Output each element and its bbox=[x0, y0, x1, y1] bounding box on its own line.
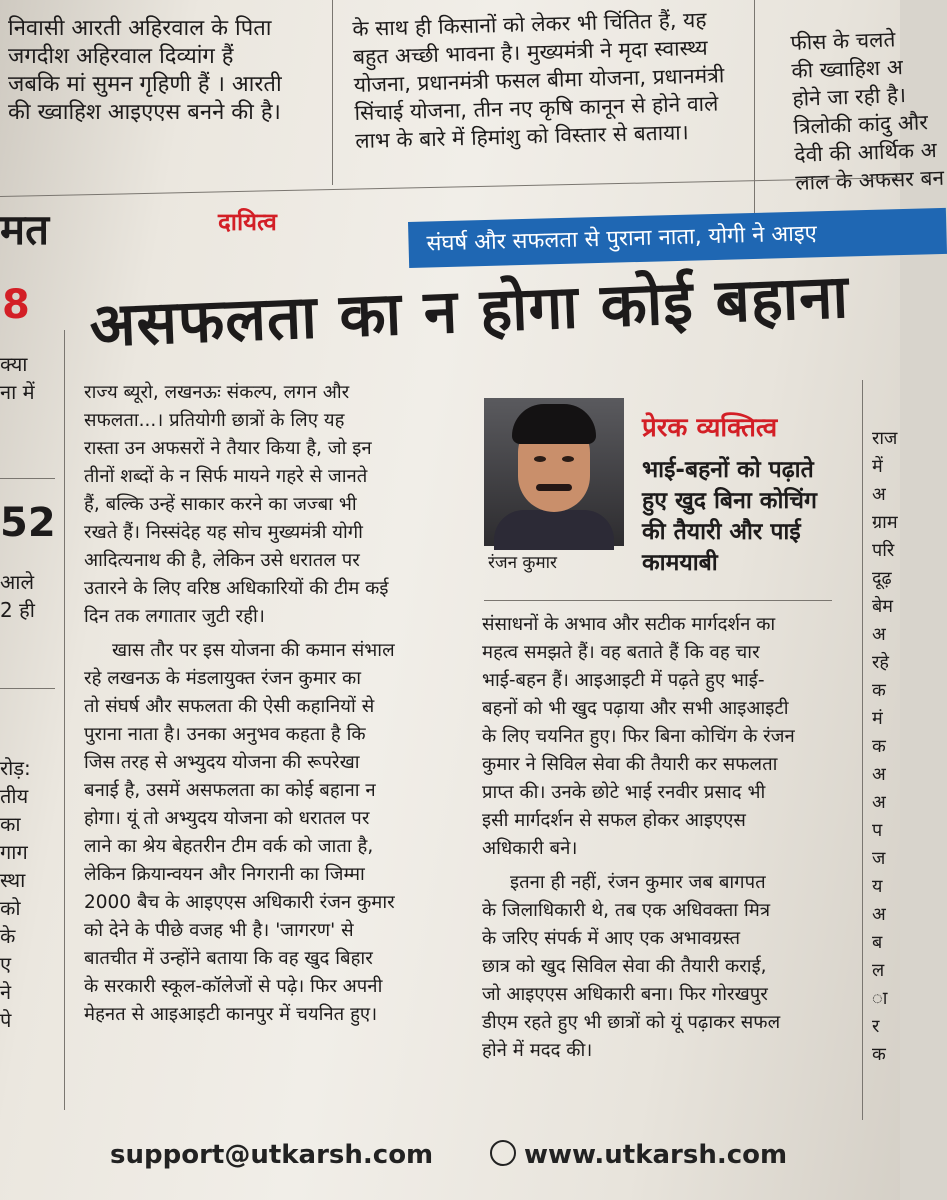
article-line: कुमार ने सिविल सेवा की तैयारी कर सफलता bbox=[482, 754, 778, 775]
article-column-2 bbox=[482, 610, 795, 1064]
deck-line: भाई-बहनों को पढ़ाते bbox=[642, 457, 814, 483]
article-line: संसाधनों के अभाव और सटीक मार्गदर्शन का bbox=[482, 614, 776, 635]
text-line: जबकि मां सुमन गृहिणी हैं । आरती bbox=[8, 72, 282, 97]
text-line: लाल के अफसर बन bbox=[794, 165, 945, 195]
article-line: के जरिए संपर्क में आए एक अभावग्रस्त bbox=[482, 928, 741, 949]
text-line: पे bbox=[0, 1008, 12, 1032]
text-line: क्या bbox=[0, 352, 28, 376]
text-line: आले bbox=[0, 570, 34, 594]
left-edge-lines-c bbox=[0, 752, 31, 1032]
article-line: लाने का श्रेय बेहतरीन टीम वर्क को जाता है, bbox=[84, 836, 374, 857]
article-line: उतारने के लिए वरिष्ठ अधिकारियों की टीम कई bbox=[84, 578, 389, 599]
article-line: होने में मदद की। bbox=[482, 1040, 593, 1061]
article-line: बनाई है, उसमें असफलता का कोई बहाना न bbox=[84, 780, 376, 801]
box-bottom-rule bbox=[484, 600, 832, 601]
column-divider bbox=[754, 0, 755, 215]
text-line: अ bbox=[872, 764, 886, 785]
article-line: रास्ता उन अफसरों ने तैयार किया है, जो इन bbox=[84, 438, 372, 459]
text-line: में bbox=[872, 456, 883, 477]
author-photo bbox=[484, 398, 624, 546]
text-line: ब bbox=[872, 932, 883, 953]
text-line: तीय bbox=[0, 784, 29, 808]
article-line: जिस तरह से अभ्युदय योजना की रूपरेखा bbox=[84, 752, 360, 773]
article-line: के सरकारी स्कूल-कॉलेजों से पढ़े। फिर अपनी bbox=[84, 976, 383, 997]
text-line: जगदीश अहिरवाल दिव्यांग हैं bbox=[8, 44, 234, 69]
text-line: का bbox=[0, 812, 21, 836]
text-line: ा bbox=[872, 988, 888, 1009]
text-line: ने bbox=[0, 980, 12, 1004]
article-line: दिन तक लगातार जुटी रही। bbox=[84, 606, 265, 627]
article-line: रहे लखनऊ के मंडलायुक्त रंजन कुमार का bbox=[84, 668, 362, 689]
text-line: दूढ़ bbox=[872, 568, 892, 589]
text-line: ज bbox=[872, 848, 886, 869]
article-line: के लिए चयनित हुए। फिर बिना कोचिंग के रंजन bbox=[482, 726, 795, 747]
article-line: जो आइएएस अधिकारी बना। फिर गोरखपुर bbox=[482, 984, 768, 1005]
photo-caption: रंजन कुमार bbox=[488, 553, 557, 573]
text-line: ग्राम bbox=[872, 512, 898, 533]
text-line: क bbox=[872, 680, 886, 701]
article-line: इसी मार्गदर्शन से सफल होकर आइएएस bbox=[482, 810, 746, 831]
left-edge-divider bbox=[0, 688, 55, 689]
article-line: डीएम रहते हुए भी छात्रों को यूं पढ़ाकर सफल bbox=[482, 1012, 781, 1033]
left-edge-number-2: 52 bbox=[0, 500, 56, 546]
article-line: होगा। यूं तो अभ्युदय योजना को धरातल पर bbox=[84, 808, 370, 829]
text-line: अ bbox=[872, 904, 886, 925]
text-line: की ख्वाहिश अ bbox=[791, 55, 904, 83]
globe-icon bbox=[490, 1140, 516, 1166]
article-line: सफलता...। प्रतियोगी छात्रों के लिए यह bbox=[84, 410, 345, 431]
text-line: ल bbox=[872, 960, 885, 981]
article-line: राज्य ब्यूरो, लखनऊः संकल्प, लगन और bbox=[84, 382, 350, 403]
footer-web bbox=[490, 1140, 787, 1170]
article-line: महत्व समझते हैं। वह बताते हैं कि वह चार bbox=[482, 642, 760, 663]
left-edge-divider bbox=[0, 478, 55, 479]
text-line: बहुत अच्छी भावना है। मुख्यमंत्री ने मृदा स्वास्थ्य bbox=[352, 35, 708, 69]
text-line: बेम bbox=[872, 596, 894, 617]
text-line: य bbox=[872, 876, 883, 897]
article-line: प्राप्त की। उनके छोटे भाई रनवीर प्रसाद भी bbox=[482, 782, 766, 803]
article-line: के जिलाधिकारी थे, तब एक अधिवक्ता मित्र bbox=[482, 900, 771, 921]
article-line: लेकिन क्रियान्वयन और निगरानी का जिम्मा bbox=[84, 864, 365, 885]
text-line: 2 ही bbox=[0, 598, 35, 622]
left-edge-big-text: मत bbox=[0, 205, 50, 254]
top-section-divider bbox=[0, 177, 900, 197]
column-divider bbox=[332, 0, 333, 185]
text-line: देवी की आर्थिक अ bbox=[794, 137, 938, 167]
article-line: तीनों शब्दों के न सिर्फ मायने गहरे से जानते bbox=[84, 466, 368, 487]
text-line: ना में bbox=[0, 380, 35, 404]
article-line: तो संघर्ष और सफलता की ऐसी कहानियों से bbox=[84, 696, 375, 717]
deck-line: हुए खुद बिना कोचिंग bbox=[642, 488, 817, 514]
text-line: र bbox=[872, 1016, 880, 1037]
box-deck bbox=[642, 455, 817, 579]
article-line: पुराना नाता है। उनका अनुभव कहता है कि bbox=[84, 724, 366, 745]
left-edge-lines-a bbox=[0, 350, 35, 406]
top-middle-column bbox=[352, 4, 726, 154]
article-line: छात्र को खुद सिविल सेवा की तैयारी कराई, bbox=[482, 956, 767, 977]
article-line: अधिकारी बने। bbox=[482, 838, 578, 859]
headline: असफलता का न होगा कोई बहाना bbox=[88, 261, 851, 361]
article-line: हैं, बल्कि उन्हें साकार करने का जज्बा भी bbox=[84, 494, 357, 515]
text-line: गाग bbox=[0, 840, 28, 864]
left-edge-number-1: 8 bbox=[2, 282, 30, 328]
article-line: आदित्यनाथ की है, लेकिन उसे धरातल पर bbox=[84, 550, 360, 571]
text-line: क bbox=[872, 1044, 886, 1065]
text-line: मं bbox=[872, 708, 883, 729]
right-edge-fragments bbox=[872, 424, 898, 1068]
article-line: इतना ही नहीं, रंजन कुमार जब बागपत bbox=[510, 872, 766, 893]
text-line: लाभ के बारे में हिमांशु को विस्तार से बताया। bbox=[355, 120, 689, 153]
text-line: रोड़: bbox=[0, 756, 31, 780]
left-edge-lines-b bbox=[0, 566, 35, 622]
text-line: अ bbox=[872, 484, 886, 505]
text-line: को bbox=[0, 896, 21, 920]
text-line: प bbox=[872, 820, 883, 841]
article-column-1 bbox=[84, 378, 395, 1028]
text-line: सिंचाई योजना, तीन नए कृषि कानून से होने वाले bbox=[354, 91, 719, 125]
article-line: बातचीत में उन्होंने बताया कि वह खुद बिहार bbox=[84, 948, 373, 969]
article-line: भाई-बहन हैं। आइआइटी में पढ़ते हुए भाई- bbox=[482, 670, 765, 691]
text-line: क bbox=[872, 736, 886, 757]
article-line: मेहनत से आइआइटी कानपुर में चयनित हुए। bbox=[84, 1004, 378, 1025]
article-line: 2000 बैच के आइएएस अधिकारी रंजन कुमार bbox=[84, 892, 395, 913]
column-divider bbox=[862, 380, 863, 1120]
article-line: को देने के पीछे वजह भी है। 'जागरण' से bbox=[84, 920, 354, 941]
text-line: ए bbox=[0, 952, 12, 976]
support-text: support@utkarsh.com bbox=[110, 1140, 434, 1170]
deck-line: कामयाबी bbox=[642, 550, 718, 576]
box-label: प्रेरक व्यक्तित्व bbox=[642, 413, 778, 443]
article-line: खास तौर पर इस योजना की कमान संभाल bbox=[112, 640, 395, 661]
text-line: फीस के चलते bbox=[790, 27, 896, 55]
ribbon-strapline: संघर्ष और सफलता से पुराना नाता, योगी ने आइए bbox=[408, 208, 947, 268]
text-line: अ bbox=[872, 624, 886, 645]
text-line: रहे bbox=[872, 652, 889, 673]
text-line: अ bbox=[872, 792, 886, 813]
article-line: बहनों को भी खुद पढ़ाया और सभी आइआइटी bbox=[482, 698, 789, 719]
text-line: त्रिलोकी कांदु और bbox=[793, 110, 929, 139]
text-line: के साथ ही किसानों को लेकर भी चिंतित हैं, यह bbox=[352, 7, 707, 41]
top-left-column bbox=[8, 14, 282, 126]
text-line: स्था bbox=[0, 868, 26, 892]
text-line: निवासी आरती अहिरवाल के पिता bbox=[8, 16, 272, 41]
text-line: के bbox=[0, 924, 16, 948]
top-right-column bbox=[790, 23, 945, 196]
text-line: होने जा रही है। bbox=[792, 82, 907, 111]
text-line: राज bbox=[872, 428, 898, 449]
article-line: रखते हैं। निस्संदेह यह सोच मुख्यमंत्री योगी bbox=[84, 522, 363, 543]
deck-line: की तैयारी और पाई bbox=[642, 519, 801, 545]
text-line: योजना, प्रधानमंत्री फसल बीमा योजना, प्रधानमंत्री bbox=[353, 63, 725, 97]
column-divider bbox=[64, 330, 65, 1110]
text-line: की ख्वाहिश आइएएस बनने की है। bbox=[8, 100, 281, 125]
footer-support bbox=[110, 1140, 433, 1170]
section-tag: दायित्व bbox=[218, 208, 277, 236]
web-text: www.utkarsh.com bbox=[524, 1140, 788, 1170]
text-line: परि bbox=[872, 540, 895, 561]
